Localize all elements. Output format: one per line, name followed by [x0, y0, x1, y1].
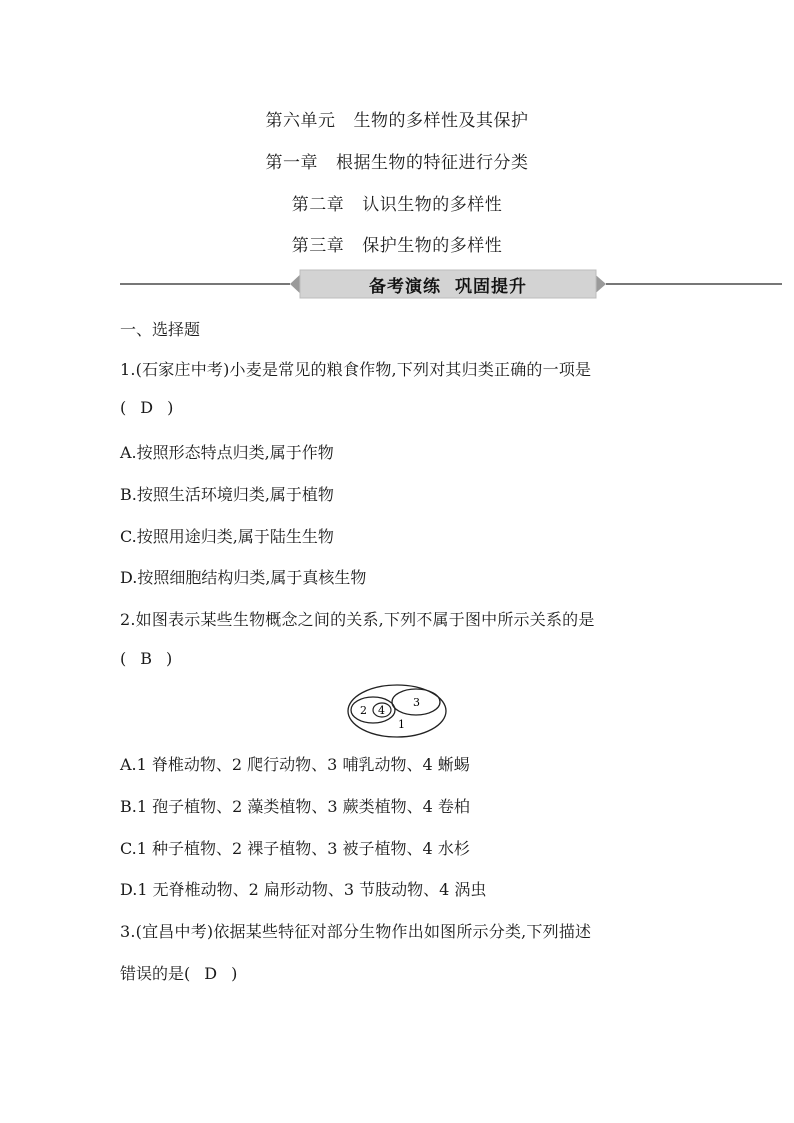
q1-answer-line: [120, 398, 173, 417]
q2-option-b: B.1 孢子植物、2 藻类植物、3 蕨类植物、4 卷柏: [120, 797, 470, 816]
q3-stem-line2-text: 错误的是: [120, 964, 185, 983]
banner-title: [300, 272, 596, 297]
banner-title-part1: 备考演练: [369, 277, 441, 297]
q3-stem-line1: 3.(宜昌中考)依据某些特征对部分生物作出如图所示分类,下列描述: [120, 922, 592, 941]
venn-diagram: [346, 683, 448, 739]
venn-label-1: 1: [398, 718, 405, 731]
q1-answer-open: (: [120, 398, 127, 417]
q3-stem-line2: [120, 961, 237, 984]
q2-answer: B: [140, 649, 153, 668]
chapter-1-number: 第一章: [265, 153, 318, 173]
q2-option-a: A.1 脊椎动物、2 爬行动物、3 哺乳动物、4 蜥蜴: [120, 755, 470, 774]
unit-name: 生物的多样性及其保护: [353, 111, 529, 131]
venn-label-2: 2: [360, 704, 367, 717]
unit-title: [0, 106, 794, 131]
q1-stem: 1.(石家庄中考)小麦是常见的粮食作物,下列对其归类正确的一项是: [120, 360, 592, 379]
chapter-1-title: [0, 148, 794, 173]
q2-answer-open: (: [120, 649, 127, 668]
chapter-3-number: 第三章: [291, 236, 345, 256]
q1-option-c: C.按照用途归类,属于陆生生物: [120, 527, 334, 546]
venn-label-4: 4: [378, 704, 385, 717]
chapter-1-name: 根据生物的特征进行分类: [336, 153, 529, 173]
q2-answer-close: ): [166, 649, 173, 668]
chapter-3-title: [0, 231, 794, 256]
q2-option-d: D.1 无脊椎动物、2 扁形动物、3 节肢动物、4 涡虫: [120, 880, 487, 899]
q1-option-a: A.按照形态特点归类,属于作物: [120, 443, 334, 462]
chapter-2-number: 第二章: [291, 195, 345, 215]
q2-stem: 2.如图表示某些生物概念之间的关系,下列不属于图中所示关系的是: [120, 610, 595, 629]
q1-answer: D: [140, 398, 154, 417]
venn-label-3: 3: [413, 696, 420, 709]
q3-answer: D: [204, 964, 218, 983]
chapter-2-title: [0, 190, 794, 215]
q1-answer-close: ): [167, 398, 174, 417]
unit-number: 第六单元: [265, 111, 336, 131]
section-banner: [0, 264, 794, 304]
q2-answer-line: [120, 649, 172, 668]
chapter-2-name: 认识生物的多样性: [362, 195, 503, 215]
q2-option-c: C.1 种子植物、2 裸子植物、3 被子植物、4 水杉: [120, 839, 470, 858]
section-heading: 一、选择题: [120, 320, 201, 339]
q1-option-d: D.按照细胞结构归类,属于真核生物: [120, 568, 367, 587]
q1-option-b: B.按照生活环境归类,属于植物: [120, 485, 334, 504]
chapter-3-name: 保护生物的多样性: [362, 236, 503, 256]
q3-answer-close: ): [231, 964, 238, 983]
banner-title-part2: 巩固提升: [455, 277, 527, 297]
q3-answer-open: (: [184, 964, 191, 983]
